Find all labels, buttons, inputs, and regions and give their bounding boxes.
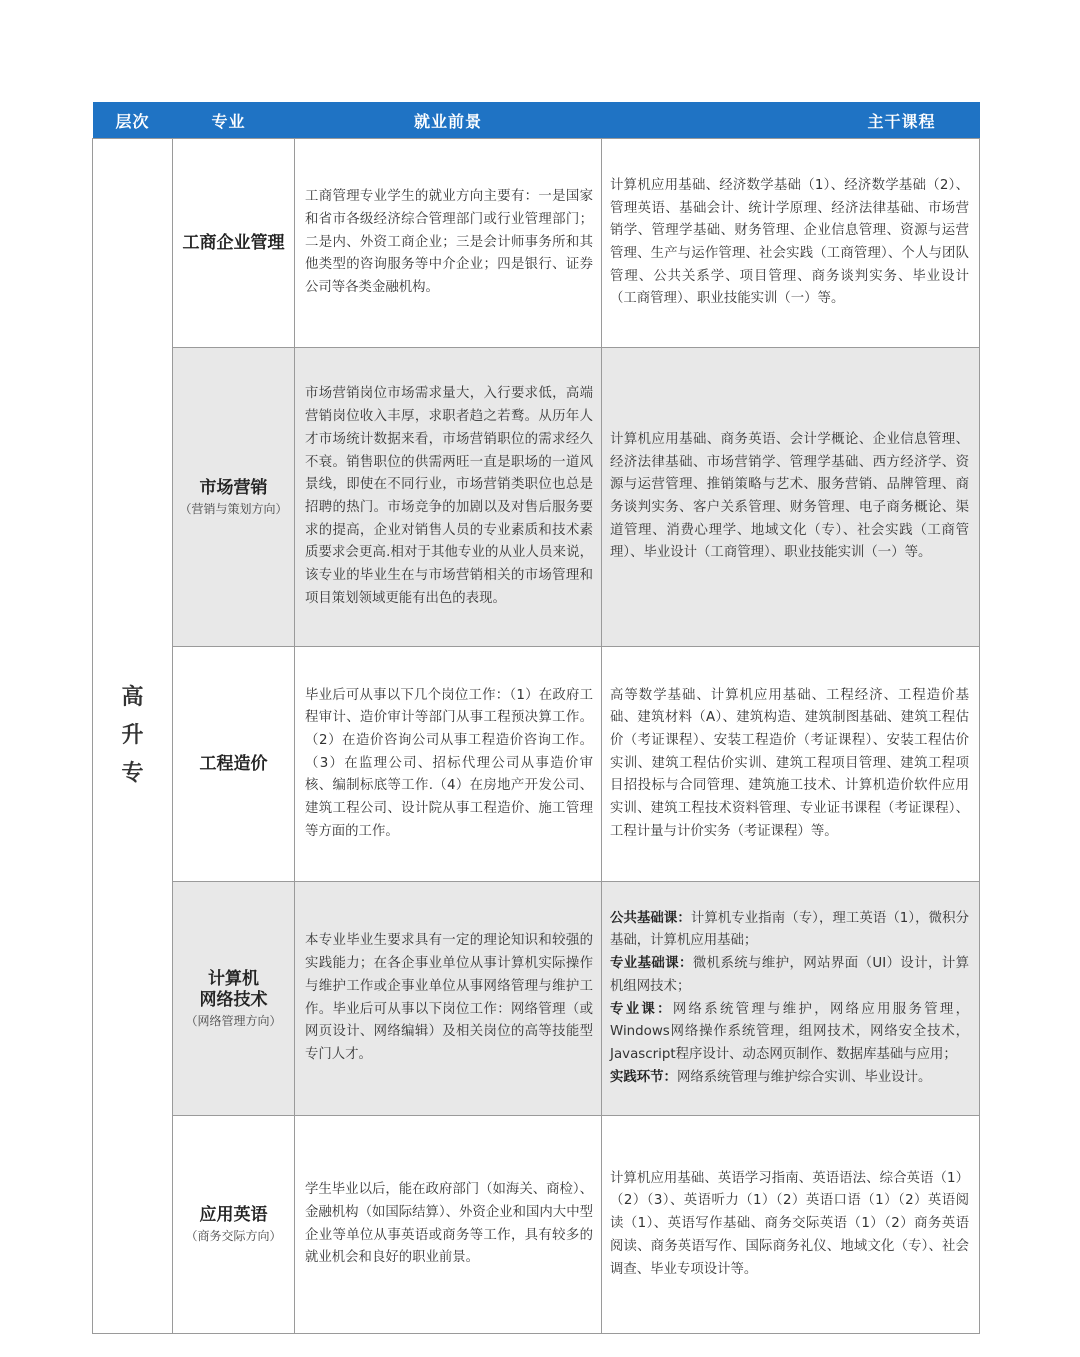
course-block [610,1067,969,1090]
major-direction: （商务交际方向） [185,1229,282,1243]
major-name: 计算机 网络技术 [199,968,268,1010]
course-block-text: 计算机专业指南（专），理工英语（1），微积分基础，计算机应用基础； [610,910,970,949]
prospect-text: 工商管理专业学生的就业方向主要有：一是国家和省市各级经济综合管理部门或行业管理部门；二是内、外资工商企业；三是会计师事务所和其他类型的咨询服务等中介企业；四是银行、证券公司等各类金融机构。 [305,189,593,296]
courses-cell [602,882,980,1116]
header-major: 专业 [173,102,295,139]
major-cell [173,139,295,348]
prospect-text: 学生毕业以后，能在政府部门（如海关、商检）、金融机构（如国际结算）、外资企业和国内大中型企业等单位从事英语或商务等工作，具有较多的就业机会和良好的职业前景。 [305,1182,593,1266]
table-row [93,882,980,1116]
header-prospect: 就业前景 [295,102,602,139]
course-block [610,953,969,998]
prospect-text: 本专业毕业生要求具有一定的理论知识和较强的实践能力；在各企事业单位从事计算机实际操作与维护工作或企事业单位从事网络管理与维护工作。毕业后可从事以下岗位工作：网络管理（或网页设计、网络编辑）及相关岗位的高等技能型专门人才。 [305,933,593,1062]
level-cell [93,139,173,1334]
course-block-label: 实践环节： [610,1069,677,1085]
courses-text: 计算机应用基础、商务英语、会计学概论、企业信息管理、经济法律基础、市场营销学、管理学基础、西方经济学、资源与运营管理、推销策略与艺术、服务营销、品牌管理、商务谈判实务、客户关系管理、财务管理、电子商务概论、渠道管理、消费心理学、地域文化（专）、社会实践（工商管理）、毕业设计（工商管理）、职业技能实训（一）等。 [610,431,969,561]
course-block-label: 专业基础课： [610,956,693,972]
course-block-text: 网络系统管理与维护，网络应用服务管理，Windows网络操作系统管理，组网技术，网络安全技术，Javascript程序设计、动态网页制作、数据库基础与应用； [610,1001,970,1062]
courses-text: 计算机应用基础、经济数学基础（1）、经济数学基础（2）、管理英语、基础会计、统计学原理、经济法律基础、市场营销学、管理学基础、财务管理、企业信息管理、资源与运营管理、生产与运作管理、社会实践（工商管理）、个人与团队管理、公共关系学、项目管理、商务谈判实务、毕业设计（工商管理）、职业技能实训（一）等。 [610,177,969,307]
major-cell [173,1116,295,1334]
major-cell [173,348,295,647]
major-cell [173,647,295,882]
courses-text: 高等数学基础、计算机应用基础、工程经济、工程造价基础、建筑材料（A）、建筑构造、建筑制图基础、建筑工程估价（考证课程）、安装工程造价（考证课程）、安装工程估价实训、建筑工程估价实训、建筑工程项目管理、建筑工程项目招投标与合同管理、建筑施工技术、计算机造价软件应用实训、建筑工程技术资料管理、专业证书课程（考证课程）、工程计量与计价实务（考证课程）等。 [610,687,969,839]
prospect-cell [295,348,602,647]
header-level: 层次 [93,102,173,139]
course-block-label: 公共基础课： [610,910,691,926]
header-courses: 主干课程 [602,102,980,139]
courses-text [602,908,979,1090]
majors-table [92,102,980,1334]
major-cell [173,882,295,1116]
major-name: 工程造价 [199,753,268,774]
major-name: 市场营销 [199,477,268,498]
major-name: 应用英语 [199,1205,268,1225]
level-text: 高升专 [121,685,144,786]
course-block-text: 网络系统管理与维护综合实训、毕业设计。 [676,1069,932,1085]
table-row [93,647,980,882]
prospect-text: 市场营销岗位市场需求量大，入行要求低，高端营销岗位收入丰厚，求职者趋之若鹜。从历年人才市场统计数据来看，市场营销职位的需求经久不衰。销售职位的供需两旺一直是职场的一道风景线，即使在不同行业，市场营销类职位也总是招聘的热门。市场竞争的加剧以及对售后服务要求的提高，企业对销售人员的专业素质和技术素质要求会更高.相对于其他专业的从业人员来说，该专业的毕业生在与市场营销相关的市场管理和项目策划领域更能有出色的表现。 [305,386,593,606]
major-direction: （网络管理方向） [185,1013,282,1028]
table-row [93,139,980,348]
prospect-cell [295,1116,602,1334]
course-block-text: 微机系统与维护，网站界面（UI）设计，计算机组网技术； [610,956,970,994]
prospect-text: 毕业后可从事以下几个岗位工作：（1）在政府工程审计、造价审计等部门从事工程预决算工作。（2）在造价咨询公司从事工程造价咨询工作。（3）在监理公司、招标代理公司从事造价审核、编制标底等工作.（4）在房地产开发公司、建筑工程公司、设计院从事工程造价、施工管理等方面的工作。 [305,687,593,839]
prospect-cell [295,882,602,1116]
courses-cell [602,1116,980,1334]
major-direction: （营销与策划方向） [179,501,288,516]
table-row [93,348,980,647]
course-block-label: 专业课： [610,1001,673,1017]
table-row [93,1116,980,1334]
courses-cell [602,647,980,882]
course-block [610,908,969,953]
courses-cell [602,139,980,348]
prospect-cell [295,139,602,348]
prospect-cell [295,647,602,882]
courses-text: 计算机应用基础、英语学习指南、英语语法、综合英语（1）（2）（3）、英语听力（1）（2）英语口语（1）（2）英语阅读（1）、英语写作基础、商务交际英语（1）（2）商务英语阅读、商务英语写作、国际商务礼仪、地域文化（专）、社会调查、毕业专项设计等。 [610,1170,969,1277]
course-block [610,999,969,1067]
courses-cell [602,348,980,647]
major-name: 工商企业管理 [182,232,285,253]
header-row [93,102,980,139]
